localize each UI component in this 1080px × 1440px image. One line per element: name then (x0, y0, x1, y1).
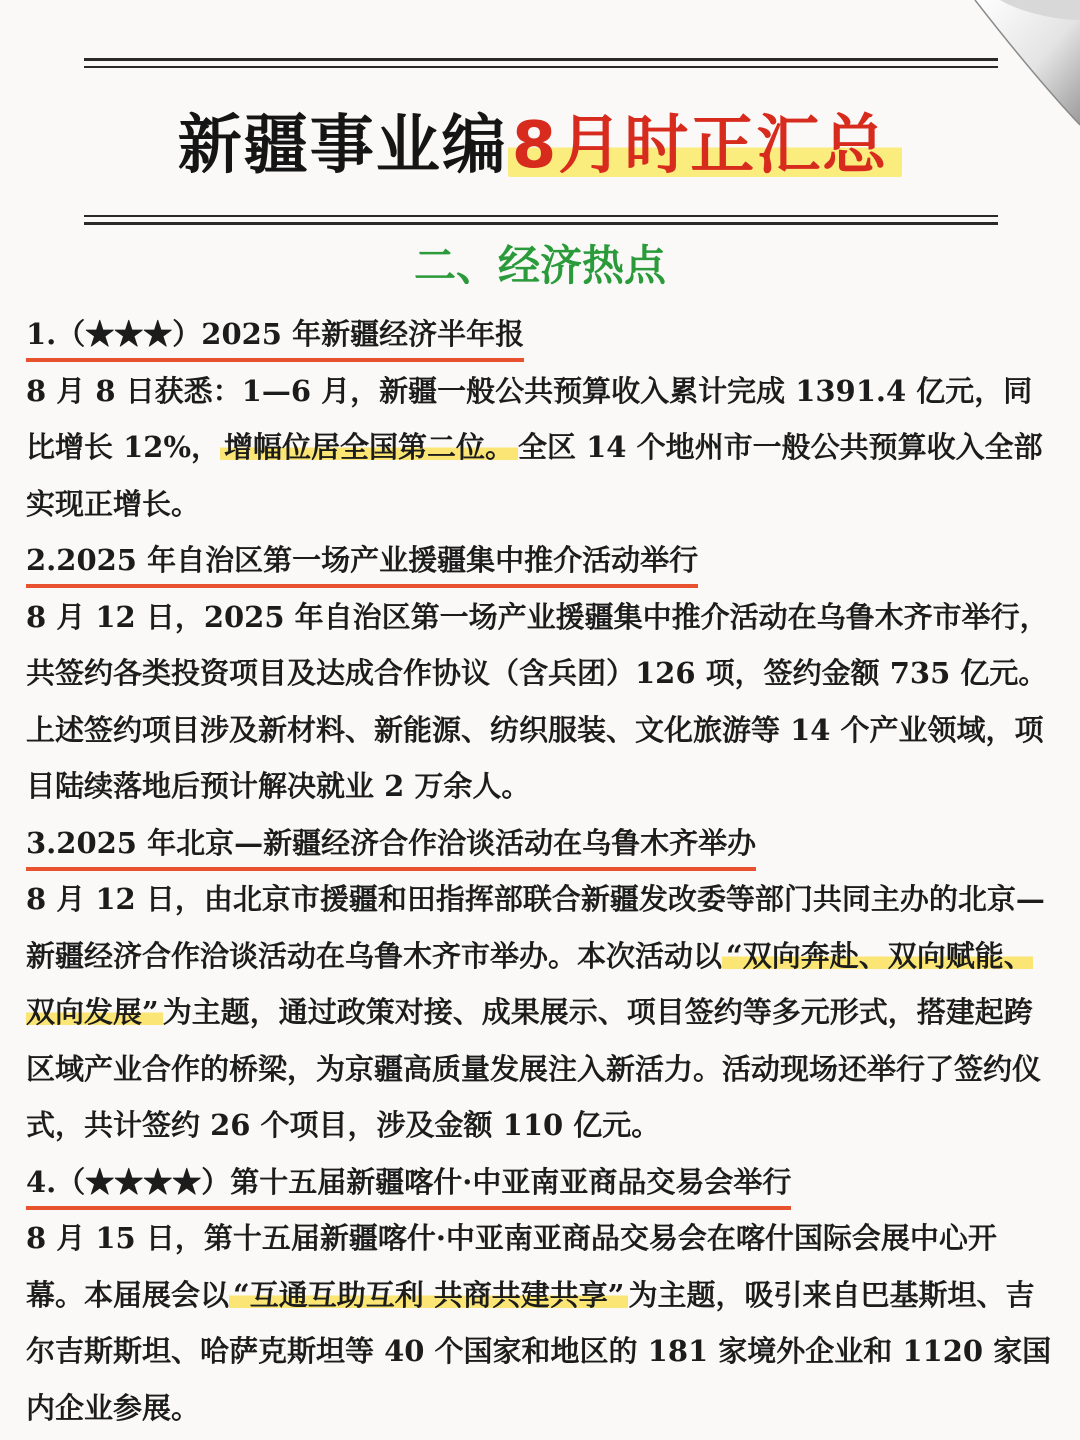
bottom-rule-inner (84, 215, 998, 217)
item-2-title-row (26, 532, 1054, 589)
section-heading: 二、经济热点 (413, 241, 666, 290)
item-4-highlight: “互通互助互利 共商共建共享” (229, 1278, 628, 1312)
item-4-title: 4.（★★★★）第十五届新疆喀什·中亚南亚商品交易会举行 (26, 1158, 791, 1210)
page-title (0, 106, 1080, 186)
item-3-title-row (26, 815, 1054, 872)
item-3-highlight: “双向奔赴、双向赋能、双向发展” (26, 938, 1033, 1029)
article-content (26, 306, 1054, 1436)
top-rule-inner (84, 66, 998, 68)
item-4-text-a: 8 月 15 日，第十五届新疆喀什·中亚南亚商品交易会在喀什国际会展中心开幕。本届展会以 (26, 1221, 997, 1312)
item-2-text-a: 8 月 12 日，2025 年自治区第一场产业援疆集中推介活动在乌鲁木齐市举行，共签约各类投资项目及达成合作协议（含兵团）126 项，签约金额 735 亿元。上述签约项目涉及新材料、新能源、纺织服装、文化旅游等 14 个产业领域，项目陆续落地后预计解决就业 2 万余人。 (26, 599, 1049, 803)
item-4-title-row (26, 1154, 1054, 1211)
bottom-rule (84, 222, 998, 225)
item-2-title: 2.2025 年自治区第一场产业援疆集中推介活动举行 (26, 536, 698, 588)
item-2-body (26, 589, 1054, 815)
item-1-title-row (26, 306, 1054, 363)
item-1-title: 1.（★★★）2025 年新疆经济半年报 (26, 310, 524, 362)
item-1-text-a: 8 月 8 日获悉：1—6 月，新疆一般公共预算收入累计完成 1391.4 亿元，同比增长 12%， (26, 373, 1033, 464)
item-3-text-b: 为主题，通过政策对接、成果展示、项目签约等多元形式，搭建起跨区域产业合作的桥梁，为京疆高质量发展注入新活力。活动现场还举行了签约仪式，共计签约 26 个项目，涉及金额 110 亿元。 (26, 995, 1042, 1142)
title-red-part: 8月时正汇总 (508, 109, 903, 183)
title-black-part: 新疆事业编 (177, 109, 508, 183)
item-4-text-b: 为主题，吸引来自巴基斯坦、吉尔吉斯斯坦、哈萨克斯坦等 40 个国家和地区的 181 家境外企业和 1120 家国内企业参展。 (26, 1277, 1052, 1425)
item-4-body (26, 1210, 1054, 1436)
top-rule (84, 58, 998, 61)
item-3-body (26, 871, 1054, 1154)
item-1-body (26, 363, 1054, 533)
item-1-highlight: 增幅位居全国第二位。 (220, 430, 518, 464)
item-3-title: 3.2025 年北京—新疆经济合作洽谈活动在乌鲁木齐举办 (26, 819, 756, 871)
item-1-text-b: 全区 14 个地州市一般公共预算收入全部实现正增长。 (26, 430, 1043, 521)
item-3-text-a: 8 月 12 日，由北京市援疆和田指挥部联合新疆发改委等部门共同主办的北京—新疆经济合作洽谈活动在乌鲁木齐市举办。本次活动以 (26, 882, 1045, 973)
